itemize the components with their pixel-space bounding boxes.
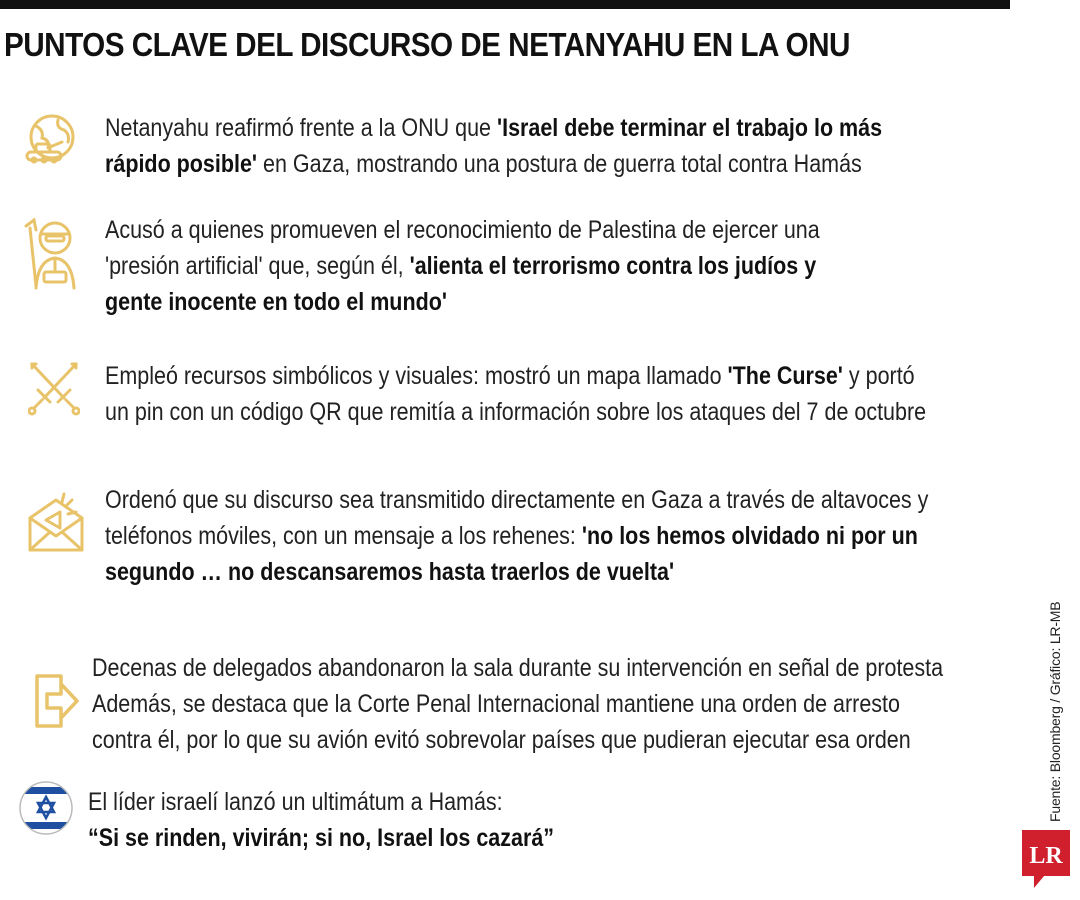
crossed-swords-icon [28, 360, 80, 416]
item-2-text [105, 212, 820, 320]
item-3-emphasis: 'The Curse' [727, 362, 843, 390]
item-1-text-part: Netanyahu reafirmó frente a la ONU que [105, 114, 497, 142]
item-6-quote: “Si se rinden, vivirán; si no, Israel los cazará” [88, 824, 555, 852]
item-4-line-1: Ordenó que su discurso sea transmitido directamente en Gaza a través de altavoces y [105, 486, 929, 514]
item-5-text [92, 650, 943, 758]
item-3-text-part-2: y portó [842, 362, 915, 390]
source-credit: Fuente: Bloomberg / Gráfico: LR-MB [1047, 601, 1063, 822]
item-5-line-2: Además, se destaca que la Corte Penal Internacional mantiene una orden de arresto [92, 690, 900, 718]
top-rule [0, 0, 1010, 9]
item-5-line-1: Decenas de delegados abandonaron la sala durante su intervención en señal de protesta [92, 654, 944, 682]
item-6-text [88, 784, 554, 856]
masked-fighter-icon [22, 216, 78, 292]
item-1-text [105, 110, 882, 182]
lr-logo [1022, 830, 1070, 888]
item-2-line-1: Acusó a quienes promueven el reconocimiento de Palestina de ejercer una [105, 216, 820, 244]
lr-logo-text: LR [1029, 843, 1063, 869]
envelope-megaphone-icon [26, 492, 86, 554]
item-2-emphasis-2: gente inocente en todo el mundo' [105, 288, 447, 316]
item-3-line-2: un pin con un código QR que remitía a información sobre los ataques del 7 de octubre [105, 398, 927, 426]
item-2-emphasis: 'alienta el terrorismo contra los judíos y [409, 252, 817, 280]
item-5-line-3: contra él, por lo que su avión evitó sobrevolar países que pudieran ejecutar esa orden [92, 726, 911, 754]
item-1-emphasis-2: rápido posible' [105, 150, 258, 178]
item-4-emphasis: 'no los hemos olvidado ni por un [581, 522, 918, 550]
item-4-text-part: teléfonos móviles, con un mensaje a los rehenes: [105, 522, 582, 550]
item-6-line-1: El líder israelí lanzó un ultimátum a Hamás: [88, 788, 503, 816]
item-3-text [105, 358, 926, 430]
globe-tank-icon [24, 112, 78, 168]
item-3-text-part: Empleó recursos simbólicos y visuales: mostró un mapa llamado [105, 362, 728, 390]
item-1-text-part-2: en Gaza, mostrando una postura de guerra total contra Hamás [257, 150, 862, 178]
item-4-emphasis-2: segundo … no descansaremos hasta traerlos de vuelta' [105, 558, 675, 586]
exit-arrow-icon [33, 670, 79, 732]
item-1-emphasis: 'Israel debe terminar el trabajo lo más [496, 114, 883, 142]
israel-flag-icon [18, 780, 74, 836]
item-2-text-part: 'presión artificial' que, según él, [105, 252, 410, 280]
item-4-text [105, 482, 928, 590]
page-title: PUNTOS CLAVE DEL DISCURSO DE NETANYAHU EN LA ONU [4, 26, 850, 63]
